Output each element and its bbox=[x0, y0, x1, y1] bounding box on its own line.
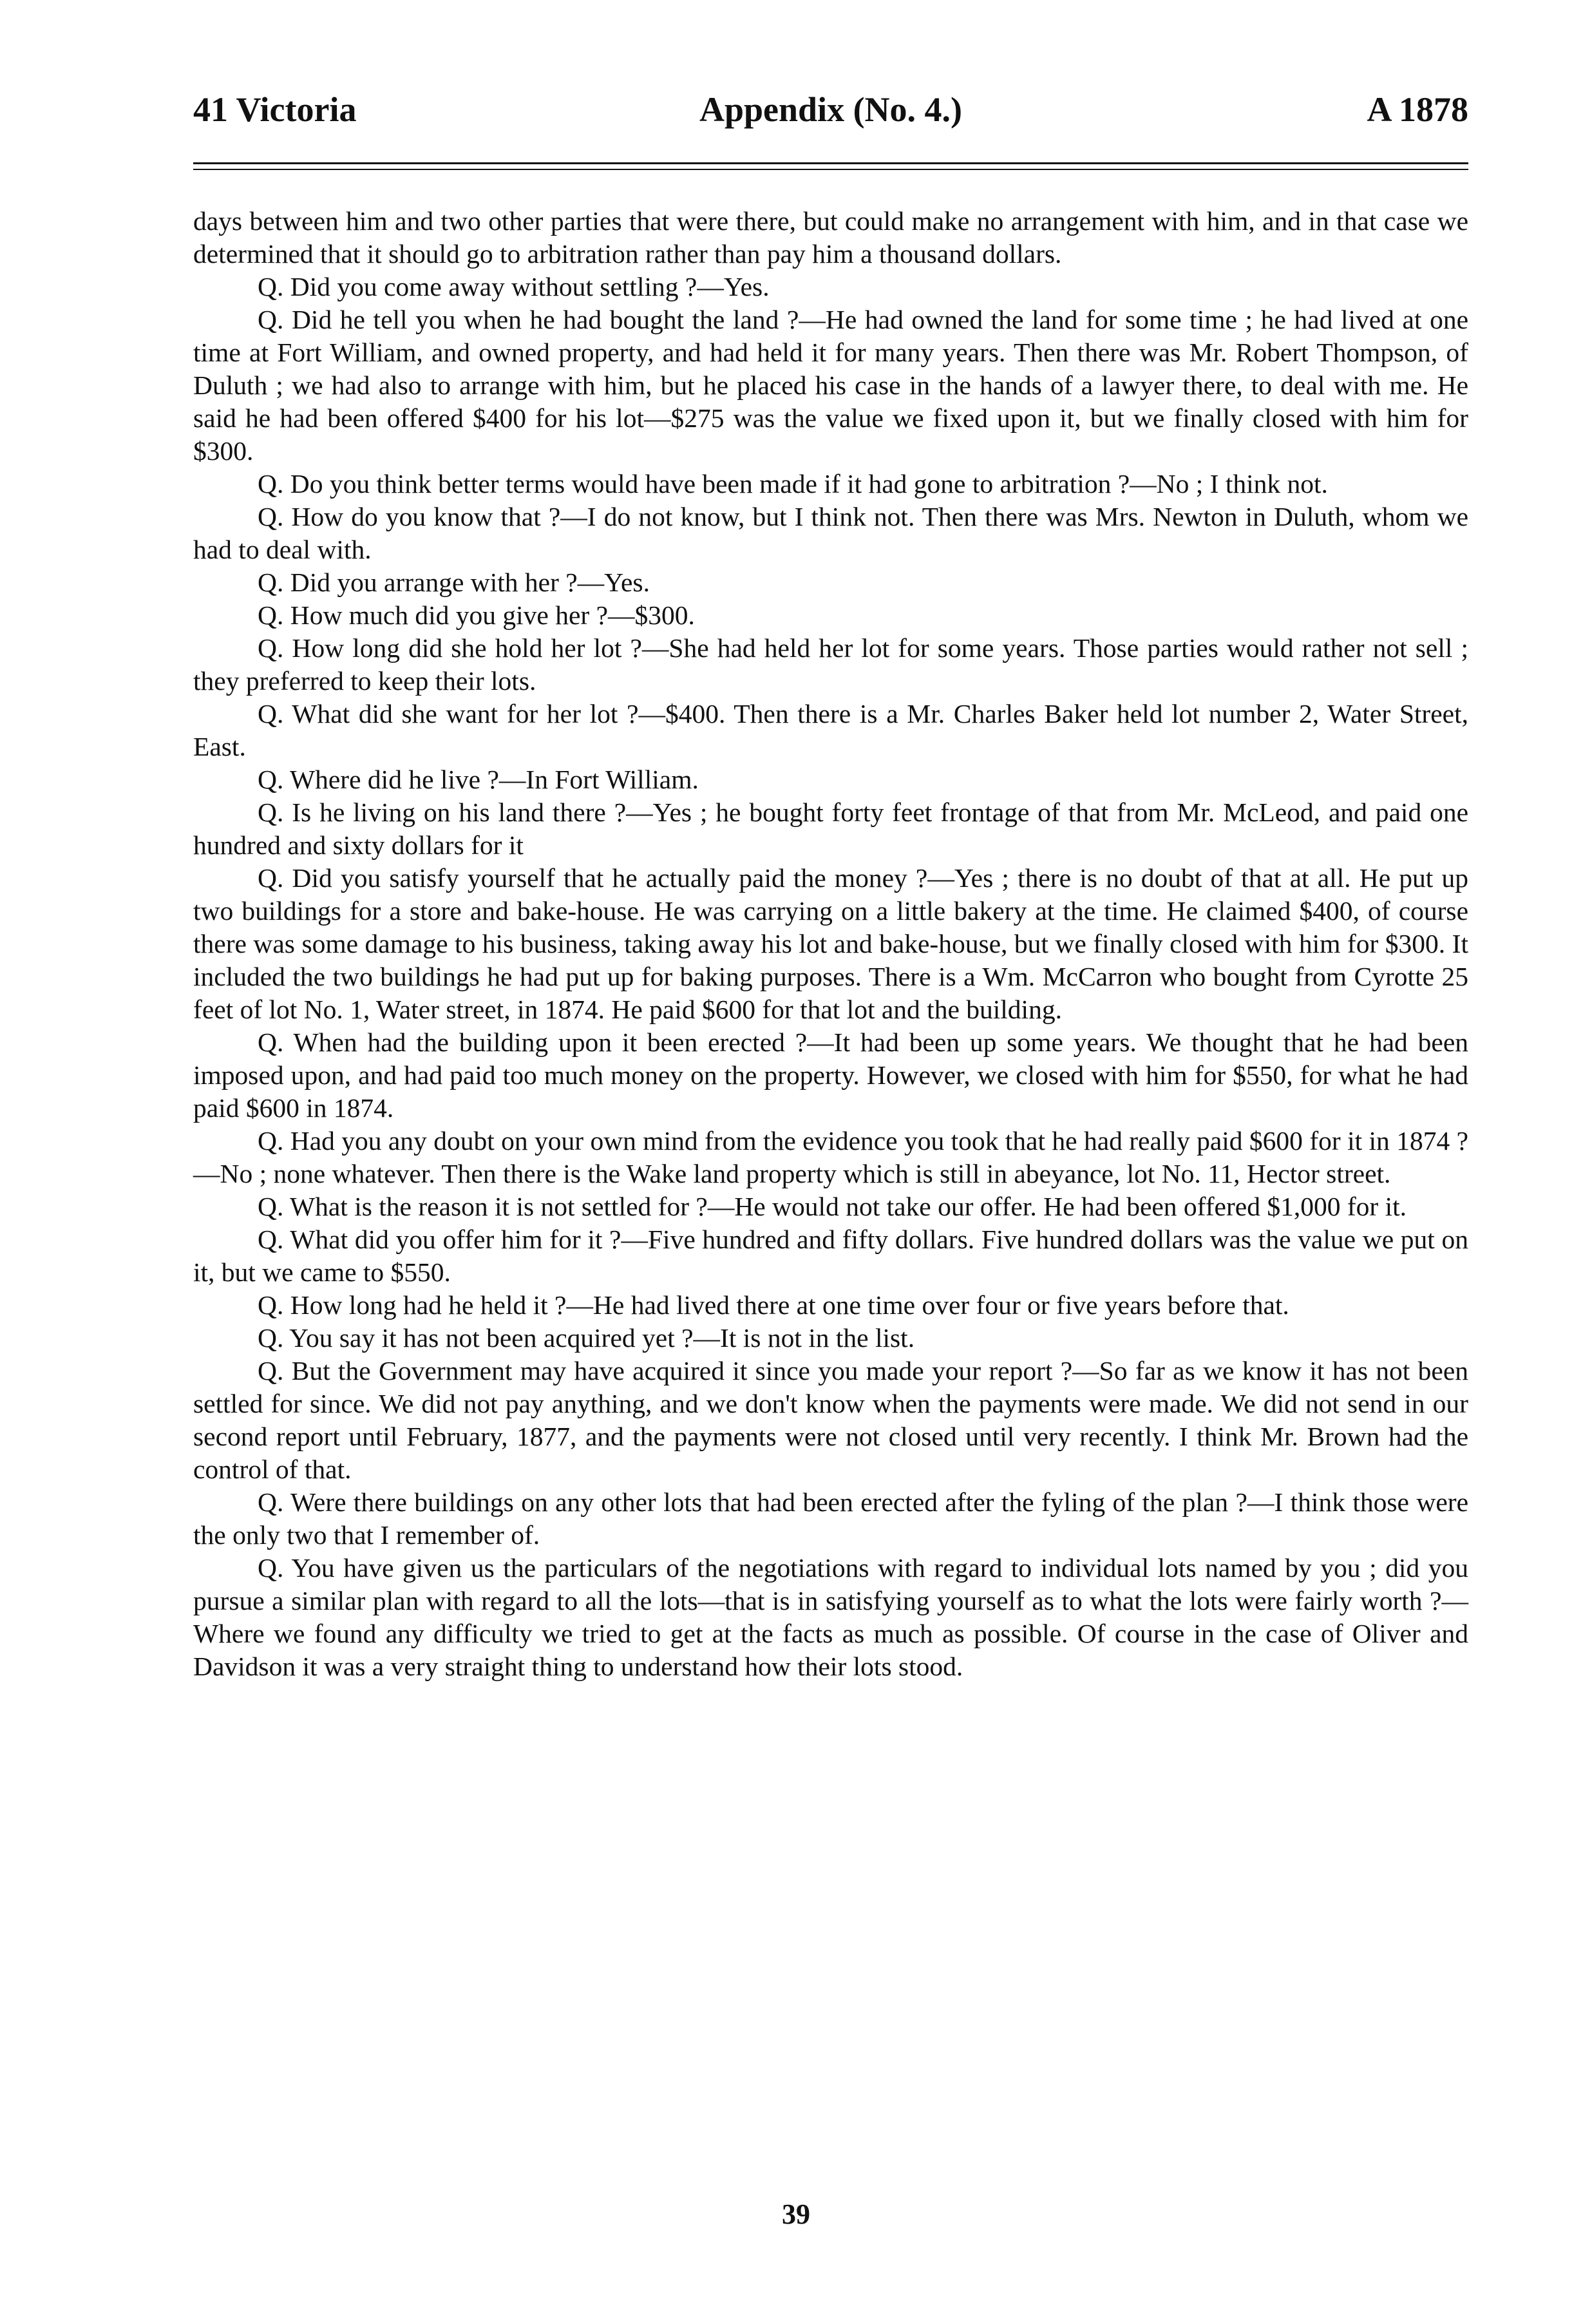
question-answer-paragraph: Q. But the Government may have acquired it since you made your report ?—So far as we know it has not been settled for since. We did not pay anything, and we don't know when the payments were made. We did not send in our second report until February, 1877, and the payments were not closed until very recently. I think Mr. Brown had the control of that. bbox=[193, 1356, 1468, 1484]
question-answer-paragraph: Q. You have given us the particulars of the negotiations with regard to individual lots named by you ; did you pursue a similar plan with regard to all the lots—that is in satisfying yourself as to what the lots were fairly worth ?—Where we found any difficulty we tried to get at the facts as much as possible. Of course in the case of Oliver and Davidson it was a very straight thing to understand how their lots stood. bbox=[193, 1553, 1468, 1681]
question-answer-paragraph: Q. How do you know that ?—I do not know, but I think not. Then there was Mrs. Newton in Duluth, whom we had to deal with. bbox=[193, 502, 1468, 564]
testimony-text bbox=[193, 205, 1468, 1683]
question-answer-paragraph: Q. Did you come away without settling ?—Yes. bbox=[258, 272, 770, 301]
question-answer-paragraph: Q. Were there buildings on any other lots that had been erected after the fyling of the plan ?—I think those were the only two that I remember of. bbox=[193, 1487, 1468, 1550]
question-answer-paragraph: Q. What is the reason it is not settled for ?—He would not take our offer. He had been offered $1,000 for it. bbox=[258, 1192, 1407, 1221]
header-appendix: Appendix (No. 4.) bbox=[699, 90, 963, 129]
question-answer-paragraph: Q. Is he living on his land there ?—Yes ; he bought forty feet frontage of that from Mr. McLeod, and paid one hundred and sixty dollars for it bbox=[193, 797, 1468, 860]
question-answer-paragraph: Q. Do you think better terms would have been made if it had gone to arbitration ?—No ; I think not. bbox=[258, 469, 1328, 499]
header-volume: 41 Victoria bbox=[193, 90, 357, 129]
running-head bbox=[193, 84, 1468, 135]
header-rule bbox=[193, 162, 1468, 170]
question-answer-paragraph: Q. Did you arrange with her ?—Yes. bbox=[258, 567, 650, 597]
question-answer-paragraph: Q. What did she want for her lot ?—$400. Then there is a Mr. Charles Baker held lot number 2, Water Street, East. bbox=[193, 699, 1468, 761]
question-answer-paragraph: Q. Where did he live ?—In Fort William. bbox=[258, 765, 699, 794]
question-answer-paragraph: Q. Had you any doubt on your own mind from the evidence you took that he had really paid $600 for it in 1874 ?—No ; none whatever. Then there is the Wake land property which is still in abeyance, lot No. 11, Hector street. bbox=[193, 1126, 1468, 1188]
question-answer-paragraph: Q. How long did she hold her lot ?—She had held her lot for some years. Those parties would rather not sell ; they preferred to keep their lots. bbox=[193, 633, 1468, 696]
question-answer-paragraph: Q. What did you offer him for it ?—Five hundred and fifty dollars. Five hundred dollars was the value we put on it, but we came to $550. bbox=[193, 1224, 1468, 1287]
question-answer-paragraph: Q. When had the building upon it been erected ?—It had been up some years. We thought that he had been imposed upon, and had paid too much money on the property. However, we closed with him for $550, for what he had paid $600 in 1874. bbox=[193, 1027, 1468, 1123]
page-number: 39 bbox=[782, 2198, 810, 2230]
question-answer-paragraph: Q. Did you satisfy yourself that he actually paid the money ?—Yes ; there is no doubt of that at all. He put up two buildings for a store and bake-house. He was carrying on a little bakery at the time. He claimed $400, of course there was some damage to his business, taking away his lot and bake-house, but we finally closed with him for $300. It included the two buildings he had put up for baking purposes. There is a Wm. McCarron who bought from Cyrotte 25 feet of lot No. 1, Water street, in 1874. He paid $600 for that lot and the building. bbox=[193, 863, 1468, 1024]
header-year: A 1878 bbox=[1367, 90, 1468, 129]
continued-paragraph: days between him and two other parties that were there, but could make no arrangement with him, and in that case we determined that it should go to arbitration rather than pay him a thousand dollars. bbox=[193, 206, 1468, 269]
question-answer-paragraph: Q. Did he tell you when he had bought the land ?—He had owned the land for some time ; he had lived at one time at Fort William, and owned property, and had held it for many years. Then there was Mr. Robert Thompson, of Duluth ; we had also to arrange with him, but he placed his case in the hands of a lawyer there, to deal with me. He said he had been offered $400 for his lot—$275 was the value we fixed upon it, but we finally closed with him for $300. bbox=[193, 305, 1468, 466]
question-answer-paragraph: Q. How long had he held it ?—He had lived there at one time over four or five years before that. bbox=[258, 1290, 1289, 1320]
question-answer-paragraph: Q. How much did you give her ?—$300. bbox=[258, 600, 695, 630]
question-answer-paragraph: Q. You say it has not been acquired yet ?—It is not in the list. bbox=[258, 1323, 915, 1353]
